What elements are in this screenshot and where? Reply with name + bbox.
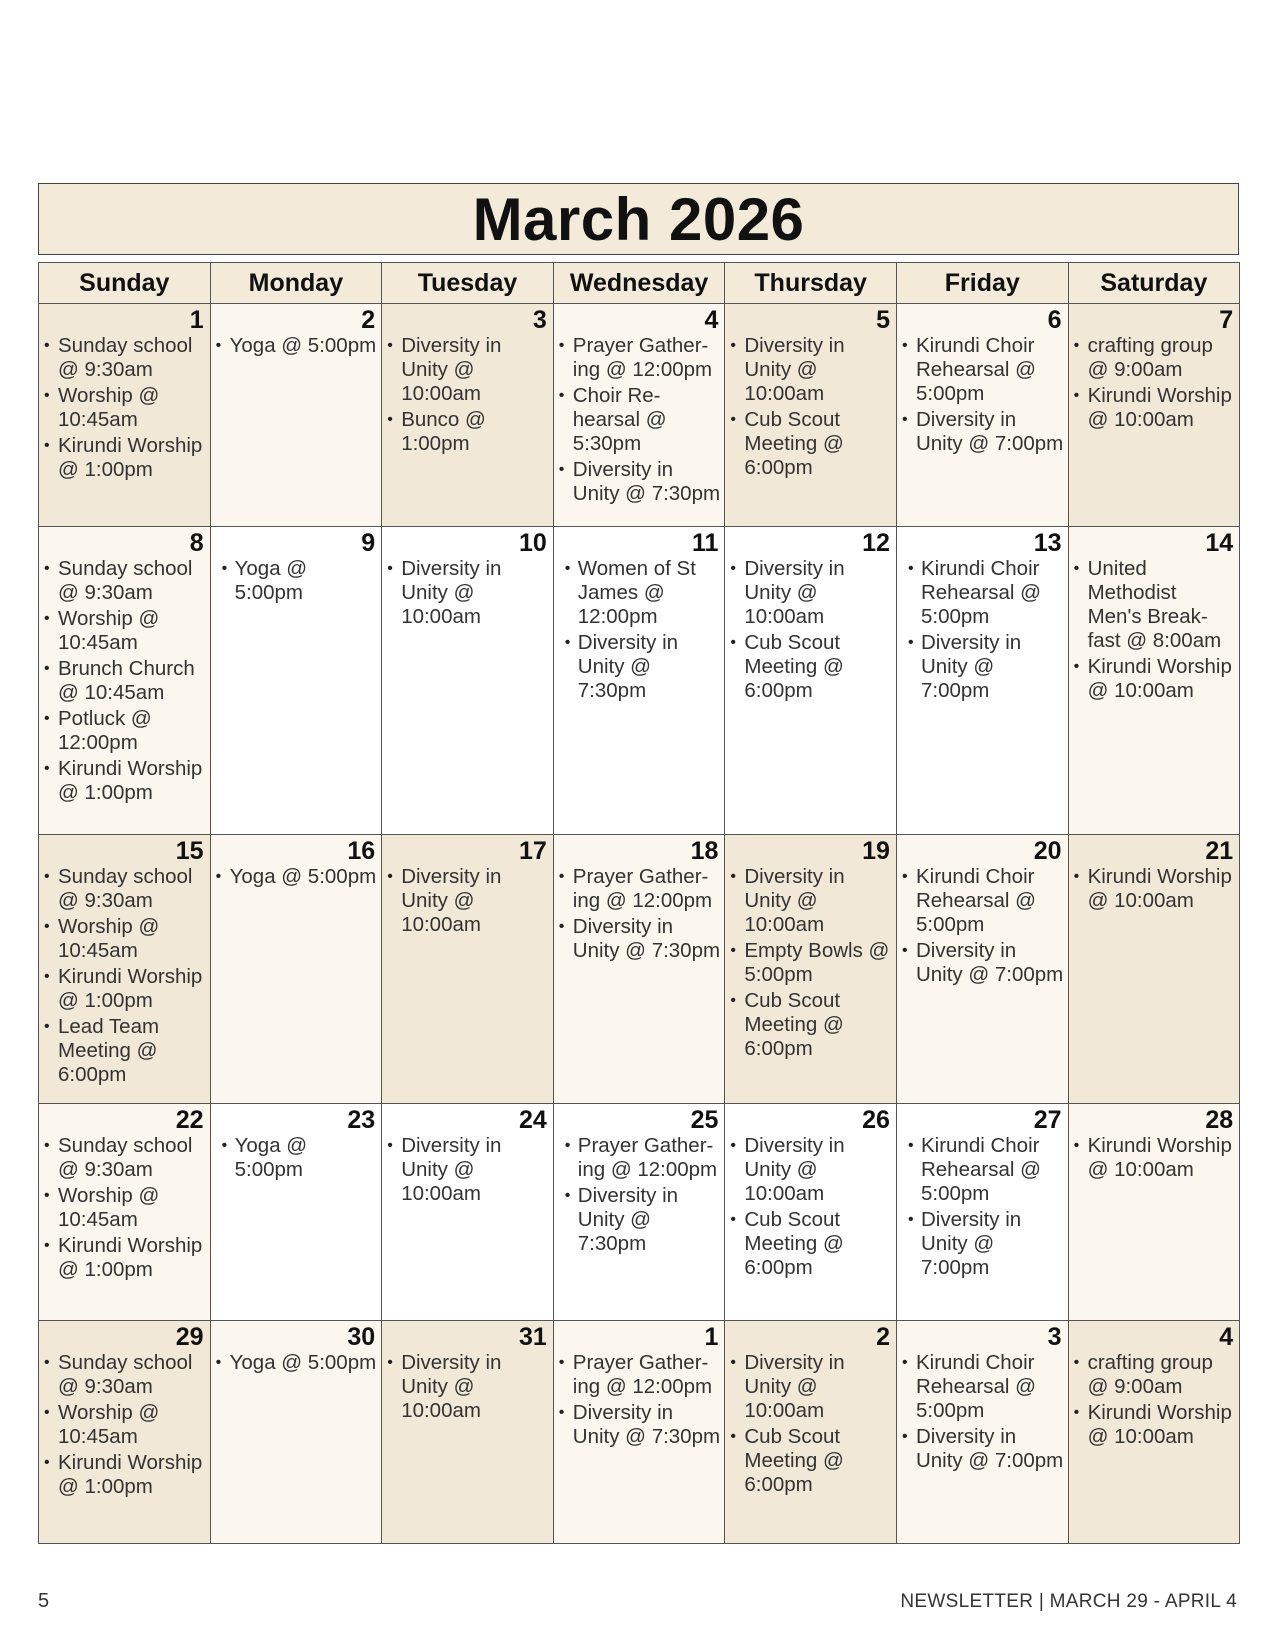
event-item: • Diversity in Unity @ 10:00am (386, 865, 549, 937)
event-list (39, 334, 210, 482)
day-cell[interactable] (896, 835, 1068, 1104)
day-cell[interactable] (1068, 527, 1240, 835)
event-list (211, 1351, 382, 1375)
day-cell[interactable] (553, 1321, 725, 1544)
event-item: • Worship @ 10:45am (43, 384, 206, 432)
event-item: • Sunday school @ 9:30am (43, 1351, 206, 1399)
day-cell[interactable] (382, 1321, 554, 1544)
page-number: 5 (38, 1590, 50, 1612)
weekday-header-wednesday: Wednesday (553, 263, 725, 304)
event-item: • Worship @ 10:45am (43, 1401, 206, 1449)
week-row (39, 1321, 1240, 1544)
event-item: • Diversity in Unity @ 7:00pm (901, 1208, 1064, 1280)
newsletter-footer: NEWSLETTER | MARCH 29 - APRIL 4 (900, 1591, 1237, 1612)
event-list (554, 557, 725, 703)
day-number: 10 (518, 529, 547, 557)
event-item: • Women of St James @ 12:00pm (558, 557, 721, 629)
day-cell[interactable] (553, 1104, 725, 1321)
event-item: • Prayer Gather-ing @ 12:00pm (558, 865, 721, 913)
event-item: • Sunday school @ 9:30am (43, 1134, 206, 1182)
event-item: • Sunday school @ 9:30am (43, 557, 206, 605)
event-item: • Kirundi Worship @ 10:00am (1073, 655, 1236, 703)
event-item: • crafting group @ 9:00am (1073, 334, 1236, 382)
day-cell[interactable] (1068, 1104, 1240, 1321)
event-list (897, 1134, 1068, 1280)
event-item: • Diversity in Unity @ 7:00pm (901, 408, 1064, 456)
event-list (897, 865, 1068, 987)
event-item: • Diversity in Unity @ 7:00pm (901, 939, 1064, 987)
day-number: 12 (862, 529, 890, 557)
event-item: • Kirundi Choir Rehearsal @ 5:00pm (901, 865, 1064, 937)
day-cell[interactable] (382, 527, 554, 835)
day-cell[interactable] (1068, 1321, 1240, 1544)
day-number: 4 (704, 306, 719, 334)
day-number: 17 (518, 837, 547, 865)
day-cell[interactable] (382, 1104, 554, 1321)
day-number: 1 (189, 306, 204, 334)
week-row (39, 1104, 1240, 1321)
event-item: • Kirundi Worship @ 10:00am (1073, 1401, 1236, 1449)
event-item: • Worship @ 10:45am (43, 915, 206, 963)
weekday-header-row (39, 263, 1240, 304)
event-item: • Prayer Gather-ing @ 12:00pm (558, 1351, 721, 1399)
event-list (897, 334, 1068, 456)
day-cell[interactable] (210, 1104, 382, 1321)
day-cell[interactable] (1068, 304, 1240, 527)
event-item: • Sunday school @ 9:30am (43, 865, 206, 913)
event-item: • Kirundi Worship @ 1:00pm (43, 1451, 206, 1499)
day-number: 25 (690, 1106, 719, 1134)
event-list (382, 557, 553, 629)
day-number: 1 (704, 1323, 719, 1351)
day-cell[interactable] (896, 1321, 1068, 1544)
calendar-title: March 2026 (472, 185, 805, 253)
event-item: • Diversity in Unity @ 10:00am (729, 1134, 892, 1206)
event-list (1069, 334, 1240, 432)
event-item: • Diversity in Unity @ 10:00am (386, 557, 549, 629)
event-item: • United Methodist Men's Break-fast @ 8:00am (1073, 557, 1236, 653)
event-item: • Kirundi Choir Rehearsal @ 5:00pm (901, 1351, 1064, 1423)
event-item: • Diversity in Unity @ 10:00am (386, 1351, 549, 1423)
event-item: • Yoga @ 5:00pm (215, 334, 378, 358)
day-number: 21 (1205, 837, 1234, 865)
day-cell[interactable] (725, 1104, 897, 1321)
weekday-header-tuesday: Tuesday (382, 263, 554, 304)
event-item: • Cub Scout Meeting @ 6:00pm (729, 631, 892, 703)
event-item: • Choir Re-hearsal @ 5:30pm (558, 384, 721, 456)
event-item: • Diversity in Unity @ 7:30pm (558, 1184, 721, 1256)
event-item: • Diversity in Unity @ 10:00am (729, 1351, 892, 1423)
event-list (39, 1351, 210, 1499)
day-number: 9 (361, 529, 376, 557)
event-list (39, 865, 210, 1087)
day-number: 23 (347, 1106, 376, 1134)
event-item: • Kirundi Worship @ 10:00am (1073, 384, 1236, 432)
event-list (725, 334, 896, 480)
day-number: 4 (1219, 1323, 1234, 1351)
day-cell[interactable] (725, 835, 897, 1104)
day-cell[interactable] (896, 304, 1068, 527)
day-cell[interactable] (210, 527, 382, 835)
day-number: 2 (361, 306, 376, 334)
event-item: • crafting group @ 9:00am (1073, 1351, 1236, 1399)
event-item: • Prayer Gather-ing @ 12:00pm (558, 334, 721, 382)
event-list (725, 865, 896, 1061)
event-item: • Kirundi Choir Rehearsal @ 5:00pm (901, 1134, 1064, 1206)
day-cell[interactable] (725, 527, 897, 835)
event-list (554, 1351, 725, 1449)
event-item: • Yoga @ 5:00pm (215, 1134, 378, 1182)
day-number: 16 (347, 837, 376, 865)
day-number: 6 (1047, 306, 1062, 334)
event-item: • Diversity in Unity @ 7:30pm (558, 458, 721, 506)
event-item: • Diversity in Unity @ 7:00pm (901, 1425, 1064, 1473)
week-row (39, 835, 1240, 1104)
day-number: 29 (175, 1323, 204, 1351)
day-number: 13 (1033, 529, 1062, 557)
day-cell[interactable] (553, 835, 725, 1104)
day-cell[interactable] (210, 1321, 382, 1544)
day-cell[interactable] (725, 1321, 897, 1544)
day-number: 8 (189, 529, 204, 557)
day-number: 7 (1219, 306, 1234, 334)
event-item: • Diversity in Unity @ 10:00am (729, 557, 892, 629)
event-item: • Kirundi Worship @ 10:00am (1073, 865, 1236, 913)
event-list (897, 1351, 1068, 1473)
event-list (382, 334, 553, 456)
event-list (725, 557, 896, 703)
event-list (382, 1351, 553, 1423)
event-list (554, 334, 725, 506)
event-item: • Diversity in Unity @ 10:00am (729, 865, 892, 937)
event-item: • Empty Bowls @ 5:00pm (729, 939, 892, 987)
event-item: • Yoga @ 5:00pm (215, 865, 378, 889)
day-number: 3 (1047, 1323, 1062, 1351)
event-item: • Prayer Gather-ing @ 12:00pm (558, 1134, 721, 1182)
day-number: 31 (518, 1323, 547, 1351)
event-item: • Cub Scout Meeting @ 6:00pm (729, 1208, 892, 1280)
event-item: • Kirundi Worship @ 1:00pm (43, 757, 206, 805)
day-cell[interactable] (39, 1321, 211, 1544)
day-cell[interactable] (210, 304, 382, 527)
event-item: • Diversity in Unity @ 7:30pm (558, 1401, 721, 1449)
day-cell[interactable] (382, 835, 554, 1104)
day-number: 18 (690, 837, 719, 865)
week-row (39, 304, 1240, 527)
event-list (211, 865, 382, 889)
event-item: • Diversity in Unity @ 10:00am (729, 334, 892, 406)
day-cell[interactable] (553, 304, 725, 527)
event-item: • Lead Team Meeting @ 6:00pm (43, 1015, 206, 1087)
event-item: • Kirundi Worship @ 1:00pm (43, 434, 206, 482)
event-list (725, 1134, 896, 1280)
weekday-header-sunday: Sunday (39, 263, 211, 304)
day-number: 22 (175, 1106, 204, 1134)
event-list (897, 557, 1068, 703)
event-item: • Cub Scout Meeting @ 6:00pm (729, 408, 892, 480)
day-number: 26 (862, 1106, 890, 1134)
day-number: 30 (347, 1323, 376, 1351)
day-cell[interactable] (382, 304, 554, 527)
event-item: • Worship @ 10:45am (43, 607, 206, 655)
day-cell[interactable] (896, 1104, 1068, 1321)
day-number: 19 (862, 837, 890, 865)
day-cell[interactable] (896, 527, 1068, 835)
event-list (1069, 1351, 1240, 1449)
event-item: • Diversity in Unity @ 10:00am (386, 334, 549, 406)
event-list (39, 1134, 210, 1282)
weekday-header-thursday: Thursday (725, 263, 897, 304)
event-item: • Yoga @ 5:00pm (215, 1351, 378, 1375)
event-item: • Diversity in Unity @ 7:00pm (901, 631, 1064, 703)
event-list (1069, 1134, 1240, 1182)
event-item: • Potluck @ 12:00pm (43, 707, 206, 755)
event-list (211, 557, 382, 605)
event-list (1069, 557, 1240, 703)
event-item: • Kirundi Choir Rehearsal @ 5:00pm (901, 334, 1064, 406)
week-row (39, 527, 1240, 835)
event-list (211, 1134, 382, 1182)
event-list (554, 865, 725, 963)
event-item: • Worship @ 10:45am (43, 1184, 206, 1232)
day-number: 27 (1033, 1106, 1062, 1134)
day-cell[interactable] (1068, 835, 1240, 1104)
calendar-grid (38, 262, 1240, 1544)
event-list (1069, 865, 1240, 913)
event-item: • Kirundi Choir Rehearsal @ 5:00pm (901, 557, 1064, 629)
day-cell[interactable] (39, 835, 211, 1104)
day-number: 28 (1205, 1106, 1234, 1134)
event-item: • Kirundi Worship @ 1:00pm (43, 1234, 206, 1282)
event-item: • Cub Scout Meeting @ 6:00pm (729, 989, 892, 1061)
day-number: 5 (876, 306, 890, 334)
event-item: • Cub Scout Meeting @ 6:00pm (729, 1425, 892, 1497)
day-number: 14 (1205, 529, 1234, 557)
day-number: 3 (532, 306, 547, 334)
weekday-header-saturday: Saturday (1068, 263, 1240, 304)
event-list (211, 334, 382, 358)
event-item: • Diversity in Unity @ 7:30pm (558, 631, 721, 703)
event-list (382, 1134, 553, 1206)
day-cell[interactable] (39, 304, 211, 527)
event-list (554, 1134, 725, 1256)
event-item: • Kirundi Worship @ 1:00pm (43, 965, 206, 1013)
event-item: • Diversity in Unity @ 7:30pm (558, 915, 721, 963)
event-list (39, 557, 210, 805)
event-item: • Kirundi Worship @ 10:00am (1073, 1134, 1236, 1182)
day-number: 2 (876, 1323, 890, 1351)
weekday-header-monday: Monday (210, 263, 382, 304)
event-list (725, 1351, 896, 1497)
day-number: 20 (1033, 837, 1062, 865)
event-item: • Brunch Church @ 10:45am (43, 657, 206, 705)
event-item: • Yoga @ 5:00pm (215, 557, 378, 605)
event-item: • Bunco @ 1:00pm (386, 408, 549, 456)
calendar-title-box (38, 183, 1239, 255)
day-number: 11 (691, 529, 719, 557)
event-list (382, 865, 553, 937)
day-cell[interactable] (39, 1104, 211, 1321)
day-cell[interactable] (725, 304, 897, 527)
day-cell[interactable] (553, 527, 725, 835)
weekday-header-friday: Friday (896, 263, 1068, 304)
day-cell[interactable] (39, 527, 211, 835)
event-item: • Sunday school @ 9:30am (43, 334, 206, 382)
day-number: 24 (518, 1106, 547, 1134)
day-cell[interactable] (210, 835, 382, 1104)
day-number: 15 (175, 837, 204, 865)
event-item: • Diversity in Unity @ 10:00am (386, 1134, 549, 1206)
